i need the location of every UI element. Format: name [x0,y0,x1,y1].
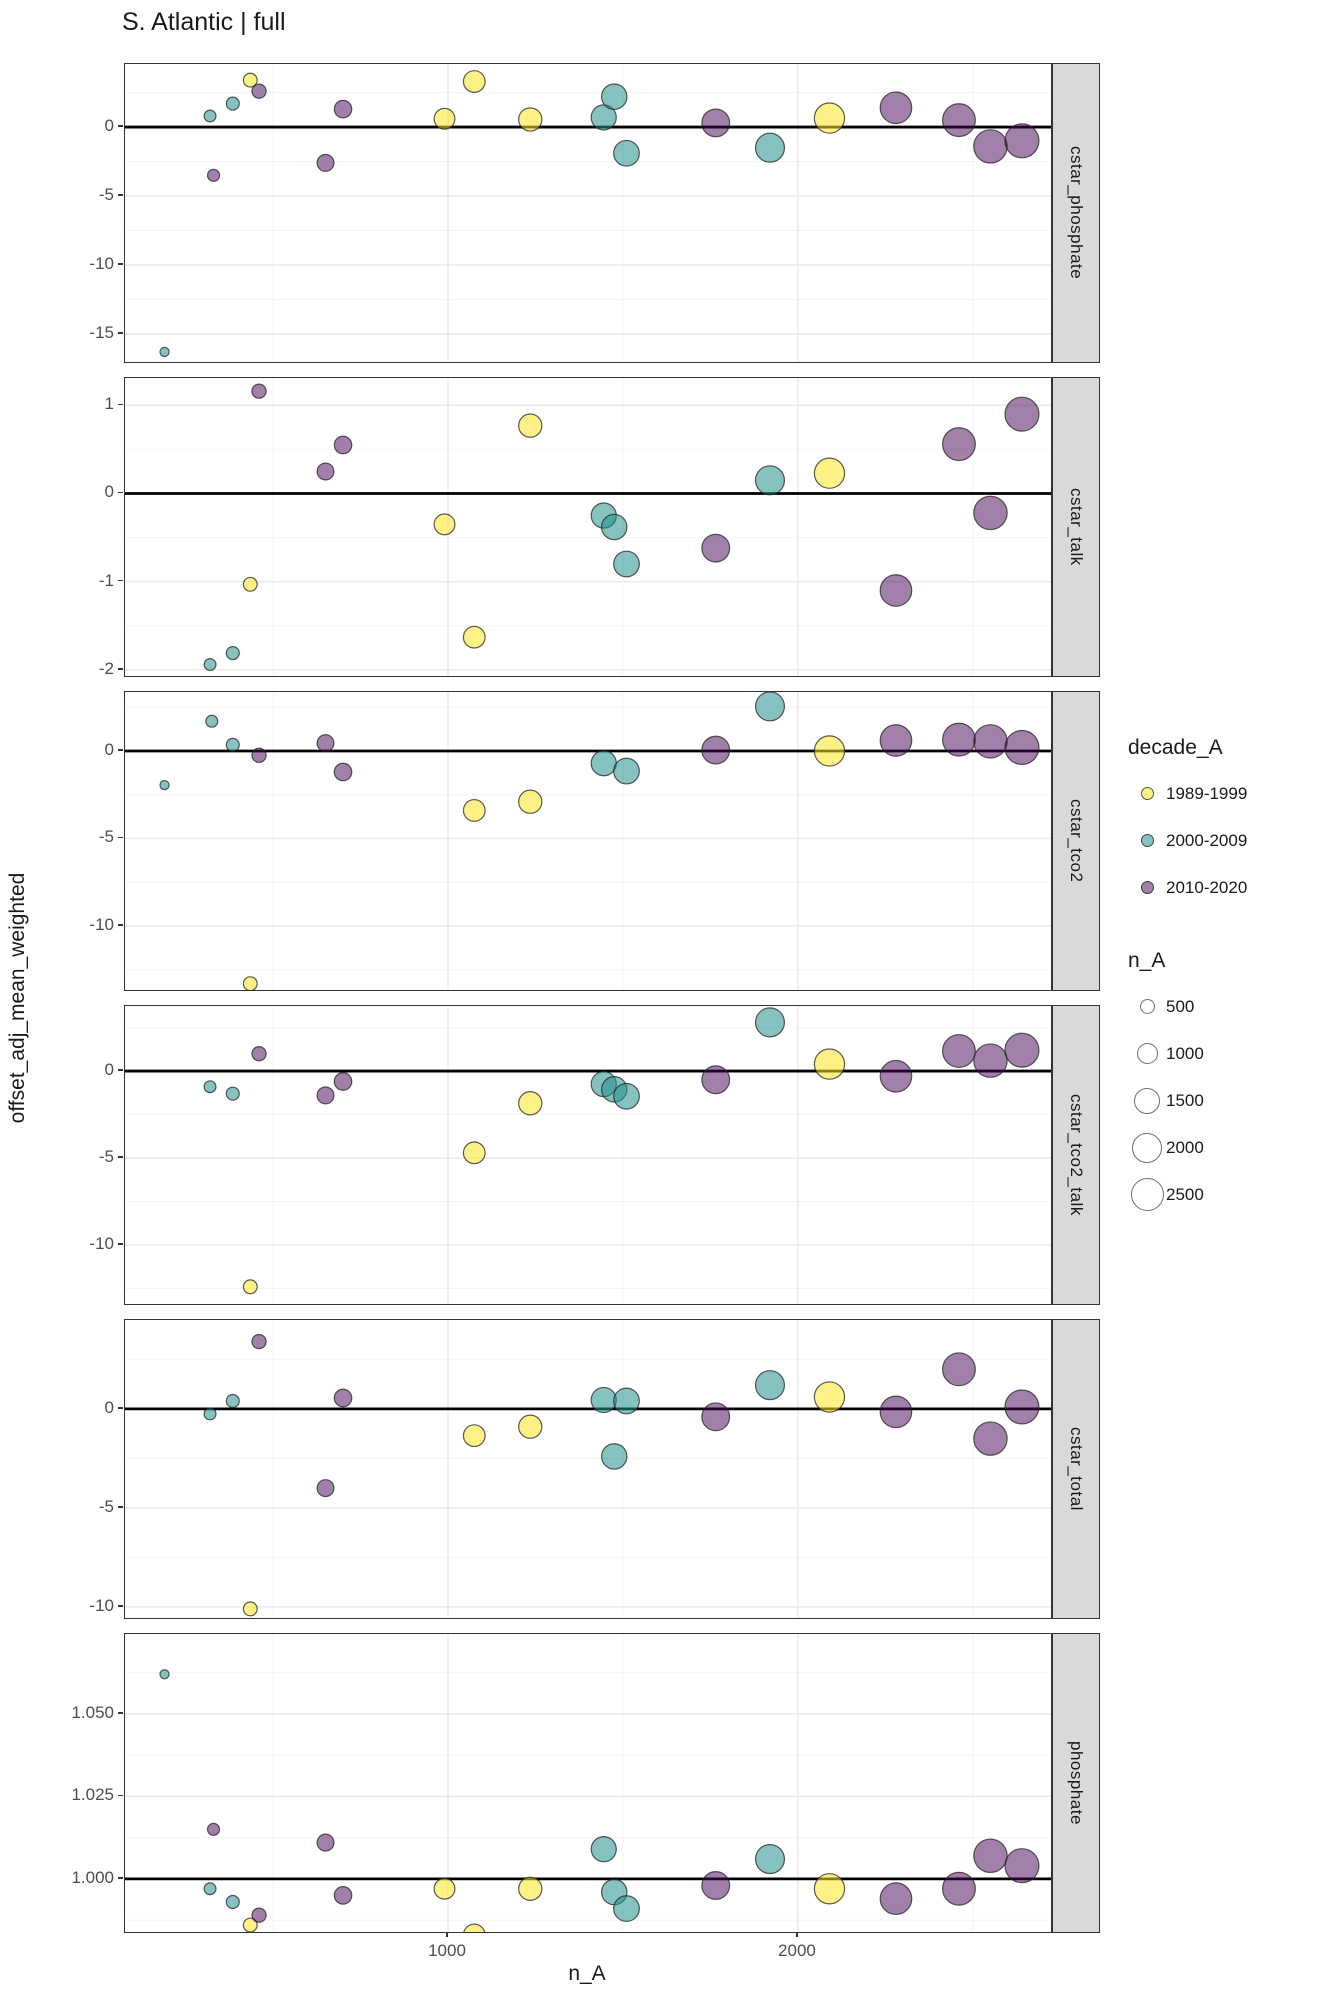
data-point [317,1480,334,1497]
legend-color-items [1128,770,1342,911]
y-tick-label: 1.050 [71,1702,114,1722]
data-point [1005,1033,1039,1067]
facet-strip-label: cstar_tco2 [1067,799,1086,883]
data-point [226,647,239,660]
data-point [519,790,542,813]
data-point [974,1422,1007,1455]
y-tick-mark [118,1795,123,1797]
data-point [334,763,351,780]
data-point [252,84,266,98]
facet-plot-area [125,692,1051,990]
data-point [463,800,485,822]
data-point [434,108,455,129]
data-point [880,92,912,124]
data-point [252,1047,266,1061]
x-tick-label: 1000 [428,1941,466,1960]
data-point [943,1872,976,1905]
y-axis-title: offset_adj_mean_weighted [6,872,29,1124]
y-tick-label: -10 [89,254,114,273]
data-point [334,1887,351,1904]
data-point [208,169,220,181]
y-tick-mark [118,404,123,406]
data-point [814,458,844,488]
facet-plot-area [125,1634,1051,1932]
data-point [702,1403,730,1431]
facet-strip-label: phosphate [1067,1741,1086,1825]
legend-item-label: 500 [1166,996,1195,1016]
y-tick-mark [118,125,123,127]
data-point [814,736,844,766]
legend-color-swatch-icon [1141,834,1154,847]
legend-item-label: 1989-1999 [1166,783,1248,803]
legend-swatch-cell [1128,787,1166,800]
data-point [880,725,912,757]
legend-gap [1128,911,1342,949]
legend-item-2000-2009 [1128,817,1342,864]
data-point [943,1353,976,1386]
y-tick-label: -15 [89,322,114,342]
legend-size-circle-icon [1132,1133,1162,1163]
data-point [463,1924,485,1932]
facet-panel-cstar_tco2_talk [124,1005,1052,1305]
data-point [974,496,1007,529]
y-tick-mark [118,194,123,196]
facet-plot-area [125,378,1051,676]
facet-strip-label: cstar_tco2_talk [1067,1094,1086,1216]
data-point [204,659,216,671]
data-point [756,1371,785,1400]
data-point [206,715,218,727]
data-point [463,626,485,648]
facet-strip-phosphate [1052,1633,1100,1933]
data-point [204,1081,216,1093]
data-point [317,1834,334,1851]
data-point [434,514,455,535]
y-tick-label: -5 [98,1147,114,1167]
data-point [519,1877,542,1900]
data-point [943,723,976,756]
facet-strip-label: cstar_phosphate [1067,146,1086,280]
legend-size-circle-icon [1137,1043,1158,1064]
y-tick-mark [118,924,123,926]
legend-size-item-2500 [1128,1171,1342,1218]
data-point [880,1396,912,1428]
data-point [334,100,351,117]
data-point [243,977,257,990]
legend-size-item-1500 [1128,1077,1342,1124]
data-point [226,1895,239,1908]
x-tick-mark [796,1932,798,1937]
facet-panel-cstar_total [124,1319,1052,1619]
data-point [602,514,627,539]
data-point [614,758,640,784]
data-point [226,1395,239,1408]
data-point [814,1874,844,1904]
y-tick-mark [118,1069,123,1071]
data-point [226,1087,239,1100]
legend-color-swatch-icon [1141,881,1154,894]
facet-strip-label: cstar_talk [1067,488,1086,566]
y-tick-label: 1 [104,394,114,414]
facet-strip-cstar_total [1052,1319,1100,1619]
y-tick-mark [118,1605,123,1607]
y-tick-mark [118,1877,123,1879]
data-point [204,1883,216,1895]
legend-item-label: 1000 [1166,1043,1204,1063]
data-point [880,1883,912,1915]
facet-plot-area [125,64,1051,362]
data-point [602,1444,627,1469]
y-tick-label: 0 [104,482,114,502]
facet-strip-cstar_tco2 [1052,691,1100,991]
y-tick-mark [118,1156,123,1158]
legend-size-circle-icon [1131,1178,1164,1211]
data-point [974,1839,1007,1872]
data-point [334,1073,351,1090]
data-point [226,738,239,751]
y-tick-label: 1.000 [71,1867,114,1887]
legend-swatch-cell [1128,1178,1166,1211]
legend-swatch-cell [1128,834,1166,847]
data-point [208,1823,220,1835]
y-tick-label: 0 [104,116,114,136]
y-tick-label: 1.025 [71,1785,114,1805]
legend-item-label: 2500 [1166,1184,1204,1204]
data-point [463,1425,485,1447]
data-point [317,735,334,752]
legend-size-title: n_A [1128,949,1166,972]
facet-strip-cstar_phosphate [1052,63,1100,363]
data-point [434,1878,455,1899]
data-point [1005,1390,1039,1424]
data-point [463,71,485,93]
y-tick-mark [118,492,123,494]
data-point [602,84,627,109]
facet-strip-cstar_talk [1052,377,1100,677]
x-tick-label: 2000 [778,1941,816,1960]
data-point [756,692,785,721]
data-point [756,133,785,162]
legend-item-1989-1999 [1128,770,1342,817]
data-point [252,1335,266,1349]
data-point [519,108,542,131]
plot-title: S. Atlantic | full [122,8,286,36]
data-point [252,384,266,398]
legend-size-item-1000 [1128,1030,1342,1077]
legend-size-item-500 [1128,983,1342,1030]
facet-strip-cstar_tco2_talk [1052,1005,1100,1305]
data-point [974,130,1007,163]
data-point [814,1382,844,1412]
data-point [702,736,730,764]
legend-item-label: 1500 [1166,1090,1204,1110]
y-tick-label: -1 [98,570,114,590]
y-tick-mark [118,668,123,670]
legend-item-label: 2010-2020 [1166,877,1248,897]
data-point [243,1602,257,1616]
y-tick-mark [118,1712,123,1714]
data-point [317,463,334,480]
data-point [591,1837,616,1862]
data-point [204,110,216,122]
y-tick-mark [118,580,123,582]
data-point [317,155,334,172]
data-point [814,1049,844,1079]
y-tick-label: -10 [89,1595,114,1615]
data-point [519,1092,542,1115]
data-point [160,347,169,356]
facet-strip-label: cstar_total [1067,1427,1086,1511]
legend-item-label: 2000-2009 [1166,830,1248,850]
data-point [974,725,1007,758]
data-point [334,436,351,453]
data-point [1005,397,1039,431]
y-tick-mark [118,332,123,334]
legend-size-circle-icon [1140,999,1155,1014]
y-tick-mark [118,749,123,751]
data-point [252,1908,266,1922]
facet-panel-cstar_talk [124,377,1052,677]
data-point [1005,1849,1039,1883]
legend-swatch-cell [1128,1133,1166,1163]
facet-panel-cstar_tco2 [124,691,1052,991]
data-point [463,1142,485,1164]
data-point [614,1388,640,1414]
data-point [591,751,616,776]
data-point [1005,124,1039,158]
data-point [943,104,976,137]
data-point [614,1083,640,1109]
data-point [702,534,730,562]
y-tick-label: -2 [98,658,114,678]
legend-item-label: 2000 [1166,1137,1204,1157]
data-point [160,781,169,790]
data-point [243,1280,257,1294]
y-tick-mark [118,1506,123,1508]
legend-size-circle-icon [1134,1088,1160,1114]
x-axis-title: n_A [568,1962,606,1985]
data-point [702,1872,730,1900]
data-point [614,1896,640,1922]
y-tick-label: -5 [98,185,114,205]
y-tick-label: 0 [104,1060,114,1080]
y-tick-label: 0 [104,1397,114,1417]
y-tick-label: -10 [89,1234,114,1254]
data-point [252,748,266,762]
facet-panel-cstar_phosphate [124,63,1052,363]
data-point [974,1044,1007,1077]
data-point [880,1061,912,1093]
legend-swatch-cell [1128,1043,1166,1064]
y-tick-label: -10 [89,914,114,934]
data-point [614,140,640,166]
data-point [614,551,640,577]
legend-color-swatch-icon [1141,787,1154,800]
data-point [243,577,257,591]
data-point [591,1387,616,1412]
facet-plot-area [125,1006,1051,1304]
legend-swatch-cell [1128,999,1166,1014]
data-point [943,1035,976,1068]
facet-plot-area [125,1320,1051,1618]
y-tick-mark [118,1243,123,1245]
data-point [756,1008,785,1037]
legend [1128,736,1342,1218]
y-tick-mark [118,263,123,265]
y-tick-label: 0 [104,739,114,759]
data-point [756,466,785,495]
data-point [204,1408,216,1420]
data-point [519,1415,542,1438]
legend-swatch-cell [1128,881,1166,894]
legend-size-items [1128,983,1342,1218]
data-point [880,575,912,607]
y-tick-mark [118,837,123,839]
y-tick-mark [118,1407,123,1409]
legend-color-title: decade_A [1128,736,1223,759]
data-point [943,428,976,461]
data-point [334,1389,351,1406]
data-point [702,109,730,137]
y-tick-label: -5 [98,1496,114,1516]
data-point [519,414,542,437]
x-tick-mark [446,1932,448,1937]
facet-panel-phosphate [124,1633,1052,1933]
legend-item-2010-2020 [1128,864,1342,911]
data-point [814,103,844,133]
y-tick-label: -5 [98,827,114,847]
legend-swatch-cell [1128,1088,1166,1114]
data-point [702,1066,730,1094]
data-point [756,1845,785,1874]
data-point [226,97,239,110]
data-point [1005,731,1039,765]
data-point [160,1670,169,1679]
data-point [317,1087,334,1104]
legend-size-item-2000 [1128,1124,1342,1171]
